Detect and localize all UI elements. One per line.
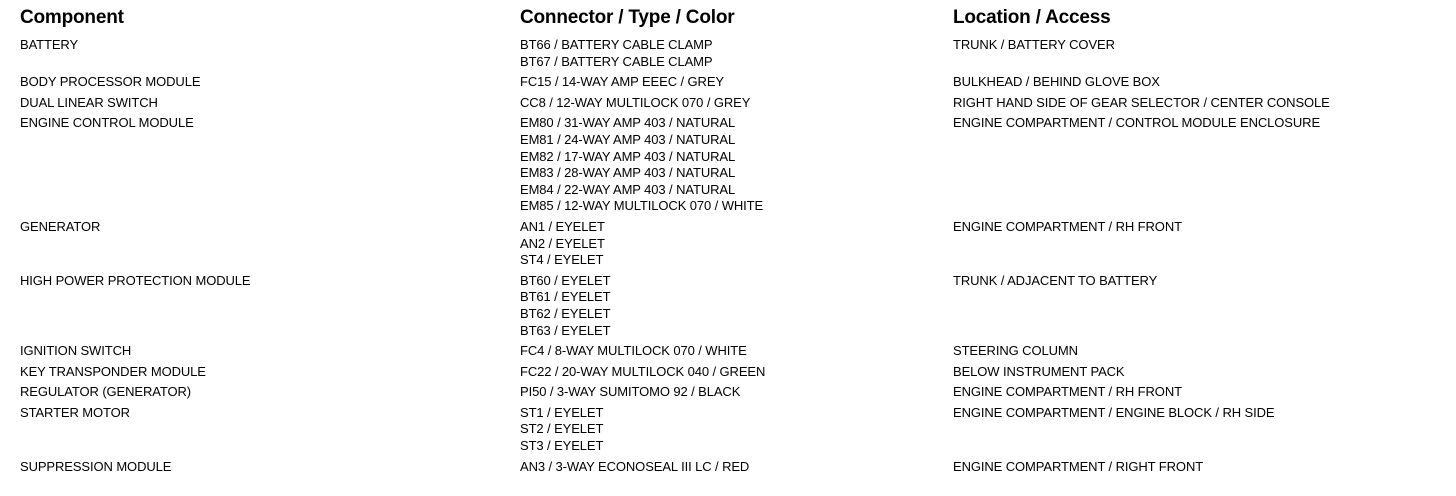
connector-entry: BT60 / EYELET xyxy=(520,272,611,288)
table-row xyxy=(20,37,1440,70)
connector-entry: BT62 / EYELET xyxy=(520,305,611,321)
location-access: BULKHEAD / BEHIND GLOVE BOX xyxy=(953,74,1160,90)
component-name: SUPPRESSION MODULE xyxy=(20,458,172,474)
connector-entry: PI50 / 3-WAY SUMITOMO 92 / BLACK xyxy=(520,384,741,400)
table-row xyxy=(20,405,1440,455)
header-location: Location / Access xyxy=(953,7,1111,28)
component-name: REGULATOR (GENERATOR) xyxy=(20,384,192,400)
table-row xyxy=(20,364,1440,381)
connector-list xyxy=(520,95,953,112)
header-connector: Connector / Type / Color xyxy=(520,7,735,28)
connector-entry: BT66 / BATTERY CABLE CLAMP xyxy=(520,37,713,52)
connector-entry: BT61 / EYELET xyxy=(520,289,611,305)
connector-entry: ST1 / EYELET xyxy=(520,404,604,420)
connector-list xyxy=(520,37,953,70)
location-access: ENGINE COMPARTMENT / RH FRONT xyxy=(953,218,1182,234)
connector-entry: EM83 / 28-WAY AMP 403 / NATURAL xyxy=(520,165,736,181)
connector-entry: BT67 / BATTERY CABLE CLAMP xyxy=(520,53,713,69)
connector-entry: CC8 / 12-WAY MULTILOCK 070 / GREY xyxy=(520,94,751,110)
component-name: ENGINE CONTROL MODULE xyxy=(20,115,194,131)
component-name: GENERATOR xyxy=(20,218,101,234)
connector-entry: FC22 / 20-WAY MULTILOCK 040 / GREEN xyxy=(520,363,766,379)
connector-entry: AN3 / 3-WAY ECONOSEAL III LC / RED xyxy=(520,458,750,474)
location-access: ENGINE COMPARTMENT / RH FRONT xyxy=(953,384,1182,400)
connector-list xyxy=(520,405,953,455)
connector-list xyxy=(520,384,953,401)
connector-list xyxy=(520,343,953,360)
connector-entry: EM81 / 24-WAY AMP 403 / NATURAL xyxy=(520,131,736,147)
table-header xyxy=(20,6,1440,32)
connector-entry: FC15 / 14-WAY AMP EEEC / GREY xyxy=(520,74,724,90)
table-row xyxy=(20,459,1440,476)
location-access: TRUNK / ADJACENT TO BATTERY xyxy=(953,272,1158,288)
connector-entry: ST2 / EYELET xyxy=(520,421,604,437)
connector-entry: EM84 / 22-WAY AMP 403 / NATURAL xyxy=(520,181,736,197)
component-location-table xyxy=(20,6,1440,479)
connector-entry: ST4 / EYELET xyxy=(520,252,604,268)
location-access: TRUNK / BATTERY COVER xyxy=(953,37,1115,52)
table-row xyxy=(20,115,1440,215)
table-row xyxy=(20,74,1440,91)
connector-entry: EM85 / 12-WAY MULTILOCK 070 / WHITE xyxy=(520,198,764,214)
connector-entry: ST3 / EYELET xyxy=(520,438,604,454)
table-row xyxy=(20,95,1440,112)
table-row xyxy=(20,273,1440,339)
connector-entry: EM80 / 31-WAY AMP 403 / NATURAL xyxy=(520,115,736,131)
connector-entry: BT63 / EYELET xyxy=(520,322,611,338)
component-name: BATTERY xyxy=(20,37,79,52)
component-name: HIGH POWER PROTECTION MODULE xyxy=(20,272,251,288)
component-name: BODY PROCESSOR MODULE xyxy=(20,74,201,90)
location-access: RIGHT HAND SIDE OF GEAR SELECTOR / CENTER CONSOLE xyxy=(953,94,1330,110)
location-access: ENGINE COMPARTMENT / CONTROL MODULE ENCLOSURE xyxy=(953,115,1321,131)
connector-list xyxy=(520,219,953,269)
connector-list xyxy=(520,364,953,381)
table-row xyxy=(20,343,1440,360)
component-name: DUAL LINEAR SWITCH xyxy=(20,94,158,110)
location-access: ENGINE COMPARTMENT / RIGHT FRONT xyxy=(953,458,1204,474)
connector-list xyxy=(520,273,953,339)
connector-entry: EM82 / 17-WAY AMP 403 / NATURAL xyxy=(520,148,736,164)
connector-entry: FC4 / 8-WAY MULTILOCK 070 / WHITE xyxy=(520,343,747,359)
connector-entry: AN2 / EYELET xyxy=(520,235,605,251)
connector-list xyxy=(520,459,953,476)
connector-entry: AN1 / EYELET xyxy=(520,218,605,234)
location-access: ENGINE COMPARTMENT / ENGINE BLOCK / RH SIDE xyxy=(953,404,1275,420)
component-name: IGNITION SWITCH xyxy=(20,343,132,359)
component-name: STARTER MOTOR xyxy=(20,404,130,420)
table-row xyxy=(20,384,1440,401)
table-row xyxy=(20,219,1440,269)
connector-list xyxy=(520,115,953,215)
location-access: STEERING COLUMN xyxy=(953,343,1078,359)
table-body xyxy=(20,37,1440,475)
location-access: BELOW INSTRUMENT PACK xyxy=(953,363,1125,379)
connector-list xyxy=(520,74,953,91)
header-component: Component xyxy=(20,7,124,28)
component-name: KEY TRANSPONDER MODULE xyxy=(20,363,206,379)
